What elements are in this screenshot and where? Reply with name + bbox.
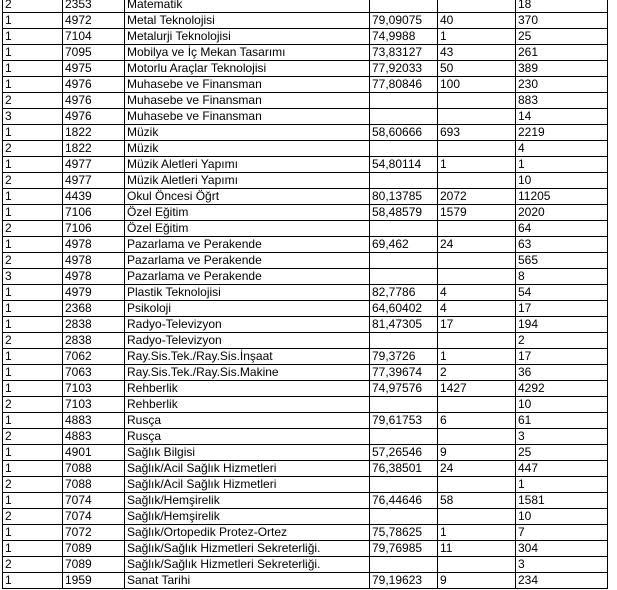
code-cell: 7063	[63, 365, 125, 381]
group-cell: 1	[3, 349, 63, 365]
code-cell: 7088	[63, 461, 125, 477]
score-cell	[370, 93, 438, 109]
program-name-cell: Radyo-Televizyon	[125, 333, 370, 349]
score-cell	[370, 221, 438, 237]
quota-cell	[438, 333, 516, 349]
group-cell: 1	[3, 125, 63, 141]
group-cell: 1	[3, 61, 63, 77]
count-cell: 261	[516, 45, 608, 61]
program-name-cell: Okul Öncesi Öğrt	[125, 189, 370, 205]
quota-cell	[438, 173, 516, 189]
table-row	[3, 301, 608, 317]
count-cell: 10	[516, 173, 608, 189]
program-name-cell: Ray.Sis.Tek./Ray.Sis.İnşaat	[125, 349, 370, 365]
score-cell	[370, 397, 438, 413]
quota-cell	[438, 93, 516, 109]
quota-cell	[438, 253, 516, 269]
code-cell: 7089	[63, 557, 125, 573]
group-cell: 1	[3, 445, 63, 461]
code-cell: 4979	[63, 285, 125, 301]
score-cell: 79,19623	[370, 573, 438, 589]
group-cell: 3	[3, 109, 63, 125]
count-cell: 14	[516, 109, 608, 125]
quota-cell: 11	[438, 541, 516, 557]
program-name-cell: Pazarlama ve Perakende	[125, 237, 370, 253]
group-cell: 1	[3, 461, 63, 477]
count-cell: 2	[516, 333, 608, 349]
code-cell: 4883	[63, 429, 125, 445]
table-row	[3, 269, 608, 285]
count-cell: 61	[516, 413, 608, 429]
score-cell	[370, 429, 438, 445]
score-cell	[370, 509, 438, 525]
score-cell: 58,60666	[370, 125, 438, 141]
code-cell: 4975	[63, 61, 125, 77]
score-cell: 64,60402	[370, 301, 438, 317]
group-cell: 2	[3, 0, 63, 13]
code-cell: 1959	[63, 573, 125, 589]
count-cell: 17	[516, 349, 608, 365]
quota-cell	[438, 109, 516, 125]
score-cell: 81,47305	[370, 317, 438, 333]
code-cell: 4977	[63, 157, 125, 173]
score-cell: 58,48579	[370, 205, 438, 221]
group-cell: 1	[3, 301, 63, 317]
program-name-cell: Sanat Tarihi	[125, 573, 370, 589]
count-cell: 389	[516, 61, 608, 77]
code-cell: 7104	[63, 29, 125, 45]
data-table	[2, 0, 608, 589]
table-row	[3, 61, 608, 77]
table-row	[3, 413, 608, 429]
score-cell	[370, 333, 438, 349]
group-cell: 3	[3, 269, 63, 285]
score-cell	[370, 0, 438, 13]
table-row	[3, 237, 608, 253]
table-row	[3, 541, 608, 557]
quota-cell	[438, 429, 516, 445]
group-cell: 1	[3, 285, 63, 301]
quota-cell: 58	[438, 493, 516, 509]
score-cell	[370, 141, 438, 157]
program-name-cell: Sağlık/Ortopedik Protez-Ortez	[125, 525, 370, 541]
quota-cell: 1	[438, 349, 516, 365]
code-cell: 2838	[63, 317, 125, 333]
program-name-cell: Muhasebe ve Finansman	[125, 109, 370, 125]
score-cell: 76,44646	[370, 493, 438, 509]
score-cell	[370, 253, 438, 269]
group-cell: 1	[3, 573, 63, 589]
score-cell: 79,09075	[370, 13, 438, 29]
group-cell: 2	[3, 93, 63, 109]
count-cell: 2020	[516, 205, 608, 221]
code-cell: 4977	[63, 173, 125, 189]
score-cell: 54,80114	[370, 157, 438, 173]
table-row	[3, 253, 608, 269]
quota-cell	[438, 0, 516, 13]
quota-cell: 1	[438, 157, 516, 173]
group-cell: 2	[3, 173, 63, 189]
quota-cell: 693	[438, 125, 516, 141]
group-cell: 2	[3, 509, 63, 525]
count-cell: 1581	[516, 493, 608, 509]
group-cell: 2	[3, 397, 63, 413]
program-name-cell: Müzik	[125, 141, 370, 157]
count-cell: 18	[516, 0, 608, 13]
program-name-cell: Metalurji Teknolojisi	[125, 29, 370, 45]
program-name-cell: Sağlık/Acil Sağlık Hizmetleri	[125, 461, 370, 477]
score-cell: 79,3726	[370, 349, 438, 365]
code-cell: 4978	[63, 253, 125, 269]
program-name-cell: Matematik	[125, 0, 370, 13]
count-cell: 370	[516, 13, 608, 29]
quota-cell: 4	[438, 301, 516, 317]
code-cell: 7095	[63, 45, 125, 61]
score-cell: 57,26546	[370, 445, 438, 461]
program-name-cell: Sağlık/Hemşirelik	[125, 509, 370, 525]
group-cell: 1	[3, 189, 63, 205]
table-row	[3, 525, 608, 541]
code-cell: 4978	[63, 237, 125, 253]
count-cell: 304	[516, 541, 608, 557]
score-cell	[370, 269, 438, 285]
program-name-cell: Müzik	[125, 125, 370, 141]
program-name-cell: Müzik Aletleri Yapımı	[125, 173, 370, 189]
quota-cell	[438, 397, 516, 413]
count-cell: 883	[516, 93, 608, 109]
code-cell: 2353	[63, 0, 125, 13]
program-name-cell: Müzik Aletleri Yapımı	[125, 157, 370, 173]
program-name-cell: Motorlu Araçlar Teknolojisi	[125, 61, 370, 77]
table-row	[3, 13, 608, 29]
quota-cell	[438, 477, 516, 493]
quota-cell	[438, 557, 516, 573]
program-name-cell: Radyo-Televizyon	[125, 317, 370, 333]
count-cell: 2219	[516, 125, 608, 141]
group-cell: 2	[3, 221, 63, 237]
quota-cell: 24	[438, 237, 516, 253]
table-row	[3, 93, 608, 109]
count-cell: 36	[516, 365, 608, 381]
score-cell: 69,462	[370, 237, 438, 253]
group-cell: 1	[3, 525, 63, 541]
code-cell: 1822	[63, 141, 125, 157]
score-cell: 80,13785	[370, 189, 438, 205]
count-cell: 3	[516, 429, 608, 445]
count-cell: 1	[516, 477, 608, 493]
code-cell: 4976	[63, 77, 125, 93]
program-name-cell: Ray.Sis.Tek./Ray.Sis.Makine	[125, 365, 370, 381]
score-cell: 77,92033	[370, 61, 438, 77]
quota-cell: 24	[438, 461, 516, 477]
score-cell	[370, 557, 438, 573]
code-cell: 4972	[63, 13, 125, 29]
table-row	[3, 189, 608, 205]
code-cell: 4439	[63, 189, 125, 205]
score-cell: 76,38501	[370, 461, 438, 477]
score-cell	[370, 477, 438, 493]
table-row	[3, 205, 608, 221]
code-cell: 7106	[63, 205, 125, 221]
table-row	[3, 509, 608, 525]
code-cell: 7072	[63, 525, 125, 541]
quota-cell: 1	[438, 29, 516, 45]
score-cell: 77,80846	[370, 77, 438, 93]
code-cell: 4883	[63, 413, 125, 429]
count-cell: 25	[516, 29, 608, 45]
program-name-cell: Psikoloji	[125, 301, 370, 317]
score-cell: 79,76985	[370, 541, 438, 557]
code-cell: 2838	[63, 333, 125, 349]
table-row	[3, 157, 608, 173]
score-cell: 73,83127	[370, 45, 438, 61]
quota-cell: 2072	[438, 189, 516, 205]
table-row	[3, 477, 608, 493]
code-cell: 7103	[63, 397, 125, 413]
program-name-cell: Sağlık/Hemşirelik	[125, 493, 370, 509]
program-name-cell: Özel Eğitim	[125, 205, 370, 221]
score-cell: 82,7786	[370, 285, 438, 301]
quota-cell: 9	[438, 445, 516, 461]
count-cell: 54	[516, 285, 608, 301]
quota-cell	[438, 269, 516, 285]
table-row	[3, 317, 608, 333]
group-cell: 1	[3, 541, 63, 557]
program-name-cell: Metal Teknolojisi	[125, 13, 370, 29]
table-row	[3, 285, 608, 301]
group-cell: 1	[3, 413, 63, 429]
code-cell: 7088	[63, 477, 125, 493]
code-cell: 7074	[63, 493, 125, 509]
table-row	[3, 125, 608, 141]
table-row	[3, 173, 608, 189]
code-cell: 2368	[63, 301, 125, 317]
code-cell: 7074	[63, 509, 125, 525]
quota-cell: 17	[438, 317, 516, 333]
program-name-cell: Muhasebe ve Finansman	[125, 77, 370, 93]
count-cell: 3	[516, 557, 608, 573]
program-name-cell: Rehberlik	[125, 397, 370, 413]
table-row	[3, 45, 608, 61]
quota-cell: 9	[438, 573, 516, 589]
table-row	[3, 445, 608, 461]
count-cell: 7	[516, 525, 608, 541]
table-row	[3, 349, 608, 365]
quota-cell: 1	[438, 525, 516, 541]
quota-cell: 50	[438, 61, 516, 77]
group-cell: 1	[3, 493, 63, 509]
code-cell: 4901	[63, 445, 125, 461]
group-cell: 1	[3, 29, 63, 45]
count-cell: 4	[516, 141, 608, 157]
score-cell	[370, 173, 438, 189]
score-cell	[370, 109, 438, 125]
group-cell: 1	[3, 77, 63, 93]
code-cell: 4976	[63, 109, 125, 125]
count-cell: 64	[516, 221, 608, 237]
table-row	[3, 109, 608, 125]
count-cell: 1	[516, 157, 608, 173]
score-cell: 79,61753	[370, 413, 438, 429]
group-cell: 1	[3, 45, 63, 61]
program-name-cell: Muhasebe ve Finansman	[125, 93, 370, 109]
program-name-cell: Pazarlama ve Perakende	[125, 253, 370, 269]
group-cell: 2	[3, 557, 63, 573]
table-row	[3, 573, 608, 589]
table-row	[3, 381, 608, 397]
code-cell: 7106	[63, 221, 125, 237]
group-cell: 1	[3, 205, 63, 221]
code-cell: 7062	[63, 349, 125, 365]
group-cell: 1	[3, 237, 63, 253]
quota-cell	[438, 221, 516, 237]
group-cell: 2	[3, 333, 63, 349]
table-row	[3, 29, 608, 45]
quota-cell: 43	[438, 45, 516, 61]
program-name-cell: Pazarlama ve Perakende	[125, 269, 370, 285]
count-cell: 4292	[516, 381, 608, 397]
code-cell: 4978	[63, 269, 125, 285]
program-name-cell: Sağlık/Sağlık Hizmetleri Sekreterliği.	[125, 557, 370, 573]
count-cell: 447	[516, 461, 608, 477]
group-cell: 2	[3, 429, 63, 445]
quota-cell: 1579	[438, 205, 516, 221]
program-name-cell: Özel Eğitim	[125, 221, 370, 237]
table-row	[3, 557, 608, 573]
count-cell: 234	[516, 573, 608, 589]
count-cell: 11205	[516, 189, 608, 205]
count-cell: 63	[516, 237, 608, 253]
count-cell: 10	[516, 397, 608, 413]
group-cell: 2	[3, 253, 63, 269]
table-row	[3, 77, 608, 93]
program-name-cell: Sağlık/Sağlık Hizmetleri Sekreterliği.	[125, 541, 370, 557]
program-name-cell: Mobilya ve İç Mekan Tasarımı	[125, 45, 370, 61]
group-cell: 2	[3, 477, 63, 493]
count-cell: 565	[516, 253, 608, 269]
group-cell: 2	[3, 141, 63, 157]
table-row	[3, 429, 608, 445]
program-name-cell: Rehberlik	[125, 381, 370, 397]
program-name-cell: Rusça	[125, 429, 370, 445]
quota-cell: 1427	[438, 381, 516, 397]
table-body	[3, 0, 608, 589]
group-cell: 1	[3, 157, 63, 173]
code-cell: 7089	[63, 541, 125, 557]
quota-cell: 4	[438, 285, 516, 301]
table-row	[3, 493, 608, 509]
quota-cell: 100	[438, 77, 516, 93]
quota-cell	[438, 509, 516, 525]
count-cell: 25	[516, 445, 608, 461]
program-name-cell: Sağlık Bilgisi	[125, 445, 370, 461]
table-row	[3, 461, 608, 477]
code-cell: 7103	[63, 381, 125, 397]
table-row	[3, 0, 608, 13]
table-row	[3, 365, 608, 381]
code-cell: 1822	[63, 125, 125, 141]
group-cell: 1	[3, 381, 63, 397]
table-row	[3, 333, 608, 349]
quota-cell: 6	[438, 413, 516, 429]
table-row	[3, 141, 608, 157]
count-cell: 17	[516, 301, 608, 317]
count-cell: 10	[516, 509, 608, 525]
quota-cell	[438, 141, 516, 157]
table-row	[3, 221, 608, 237]
table-row	[3, 397, 608, 413]
score-cell: 74,97576	[370, 381, 438, 397]
program-name-cell: Rusça	[125, 413, 370, 429]
count-cell: 8	[516, 269, 608, 285]
count-cell: 230	[516, 77, 608, 93]
program-name-cell: Plastik Teknolojisi	[125, 285, 370, 301]
score-cell: 75,78625	[370, 525, 438, 541]
quota-cell: 2	[438, 365, 516, 381]
quota-cell: 40	[438, 13, 516, 29]
group-cell: 1	[3, 365, 63, 381]
count-cell: 194	[516, 317, 608, 333]
score-cell: 74,9988	[370, 29, 438, 45]
score-cell: 77,39674	[370, 365, 438, 381]
group-cell: 1	[3, 317, 63, 333]
code-cell: 4976	[63, 93, 125, 109]
group-cell: 1	[3, 13, 63, 29]
program-name-cell: Sağlık/Acil Sağlık Hizmetleri	[125, 477, 370, 493]
